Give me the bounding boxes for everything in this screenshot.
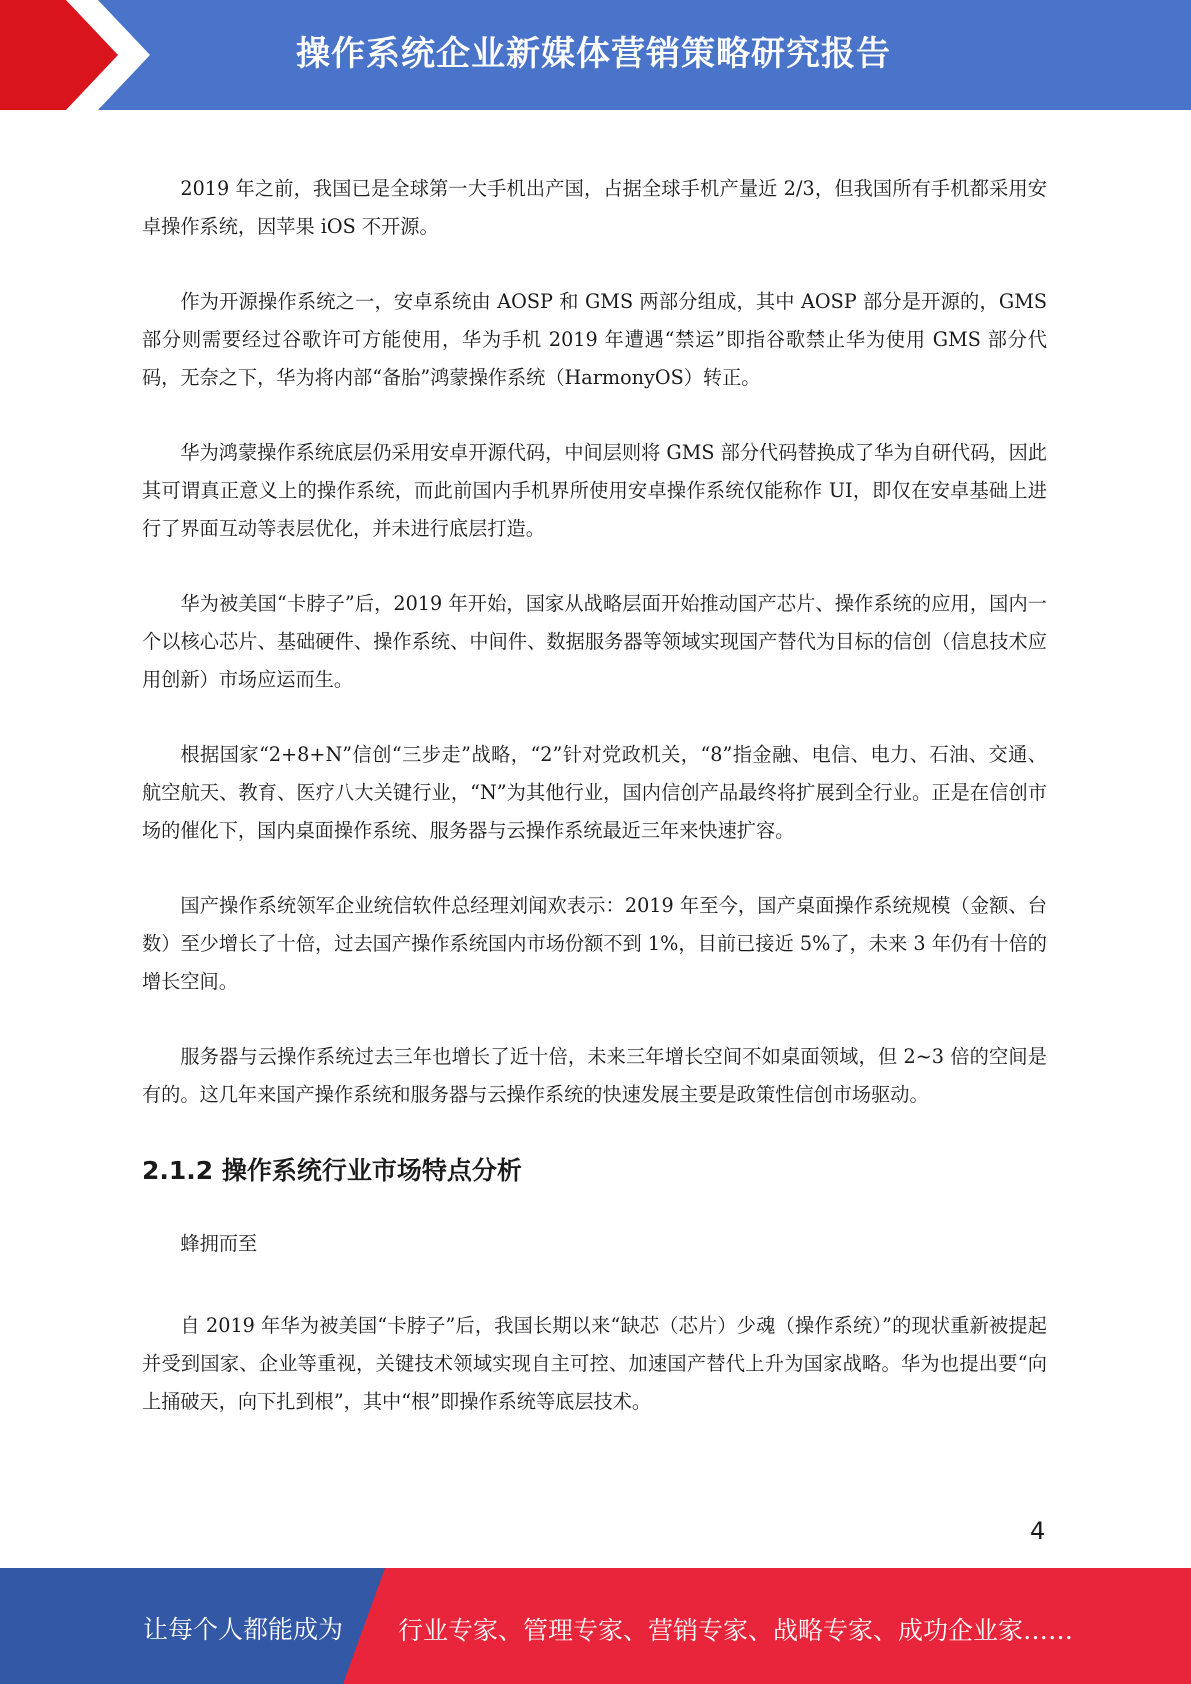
report-title: 操作系统企业新媒体营销策略研究报告	[296, 34, 891, 74]
document-body	[142, 170, 1047, 1458]
page-header	[0, 0, 1191, 110]
section-heading: 2.1.2 操作系统行业市场特点分析	[142, 1156, 522, 1185]
page-footer	[0, 1568, 1191, 1684]
section-subheading: 蜂拥而至	[180, 1232, 258, 1255]
paragraph: 根据国家“2+8+N”信创“三步走”战略，“2”针对党政机关，“8”指金融、电信、电力、石油、交通、航空航天、教育、医疗八大关键行业，“N”为其他行业，国内信创产品最终将扩展到全行业。正是在信创市场的催化下，国内桌面操作系统、服务器与云操作系统最近三年来快速扩容。	[142, 743, 1047, 842]
footer-slogan-right: 行业专家、管理专家、营销专家、战略专家、成功企业家……	[398, 1616, 1074, 1645]
page-number: 4	[1030, 1517, 1046, 1545]
paragraph: 自 2019 年华为被美国“卡脖子”后，我国长期以来“缺芯（芯片）少魂（操作系统）”的现状重新被提起并受到国家、企业等重视，关键技术领域实现自主可控、加速国产替代上升为国家战略。华为也提出要“向上捅破天，向下扎到根”，其中“根”即操作系统等底层技术。	[142, 1314, 1047, 1413]
header-chevron-decoration	[0, 0, 160, 110]
paragraph: 作为开源操作系统之一，安卓系统由 AOSP 和 GMS 两部分组成，其中 AOSP 部分是开源的，GMS 部分则需要经过谷歌许可方能使用，华为手机 2019 年遭遇“禁运”即指谷歌禁止华为使用 GMS 部分代码，无奈之下，华为将内部“备胎”鸿蒙操作系统（HarmonyOS）转正。	[142, 290, 1047, 389]
paragraph: 华为鸿蒙操作系统底层仍采用安卓开源代码，中间层则将 GMS 部分代码替换成了华为自研代码，因此其可谓真正意义上的操作系统，而此前国内手机界所使用安卓操作系统仅能称作 UI，即仅在安卓基础上进行了界面互动等表层优化，并未进行底层打造。	[142, 441, 1047, 540]
paragraph: 华为被美国“卡脖子”后，2019 年开始，国家从战略层面开始推动国产芯片、操作系统的应用，国内一个以核心芯片、基础硬件、操作系统、中间件、数据服务器等领域实现国产替代为目标的信创（信息技术应用创新）市场应运而生。	[142, 592, 1047, 691]
paragraph: 服务器与云操作系统过去三年也增长了近十倍，未来三年增长空间不如桌面领域，但 2~3 倍的空间是有的。这几年来国产操作系统和服务器与云操作系统的快速发展主要是政策性信创市场驱动。	[142, 1045, 1047, 1106]
paragraph: 2019 年之前，我国已是全球第一大手机出产国，占据全球手机产量近 2/3，但我国所有手机都采用安卓操作系统，因苹果 iOS 不开源。	[142, 177, 1047, 238]
footer-slogan-left: 让每个人都能成为	[143, 1615, 344, 1644]
paragraph: 国产操作系统领军企业统信软件总经理刘闻欢表示：2019 年至今，国产桌面操作系统规模（金额、台数）至少增长了十倍，过去国产操作系统国内市场份额不到 1%，目前已接近 5%了，未来 3 年仍有十倍的增长空间。	[142, 894, 1047, 993]
